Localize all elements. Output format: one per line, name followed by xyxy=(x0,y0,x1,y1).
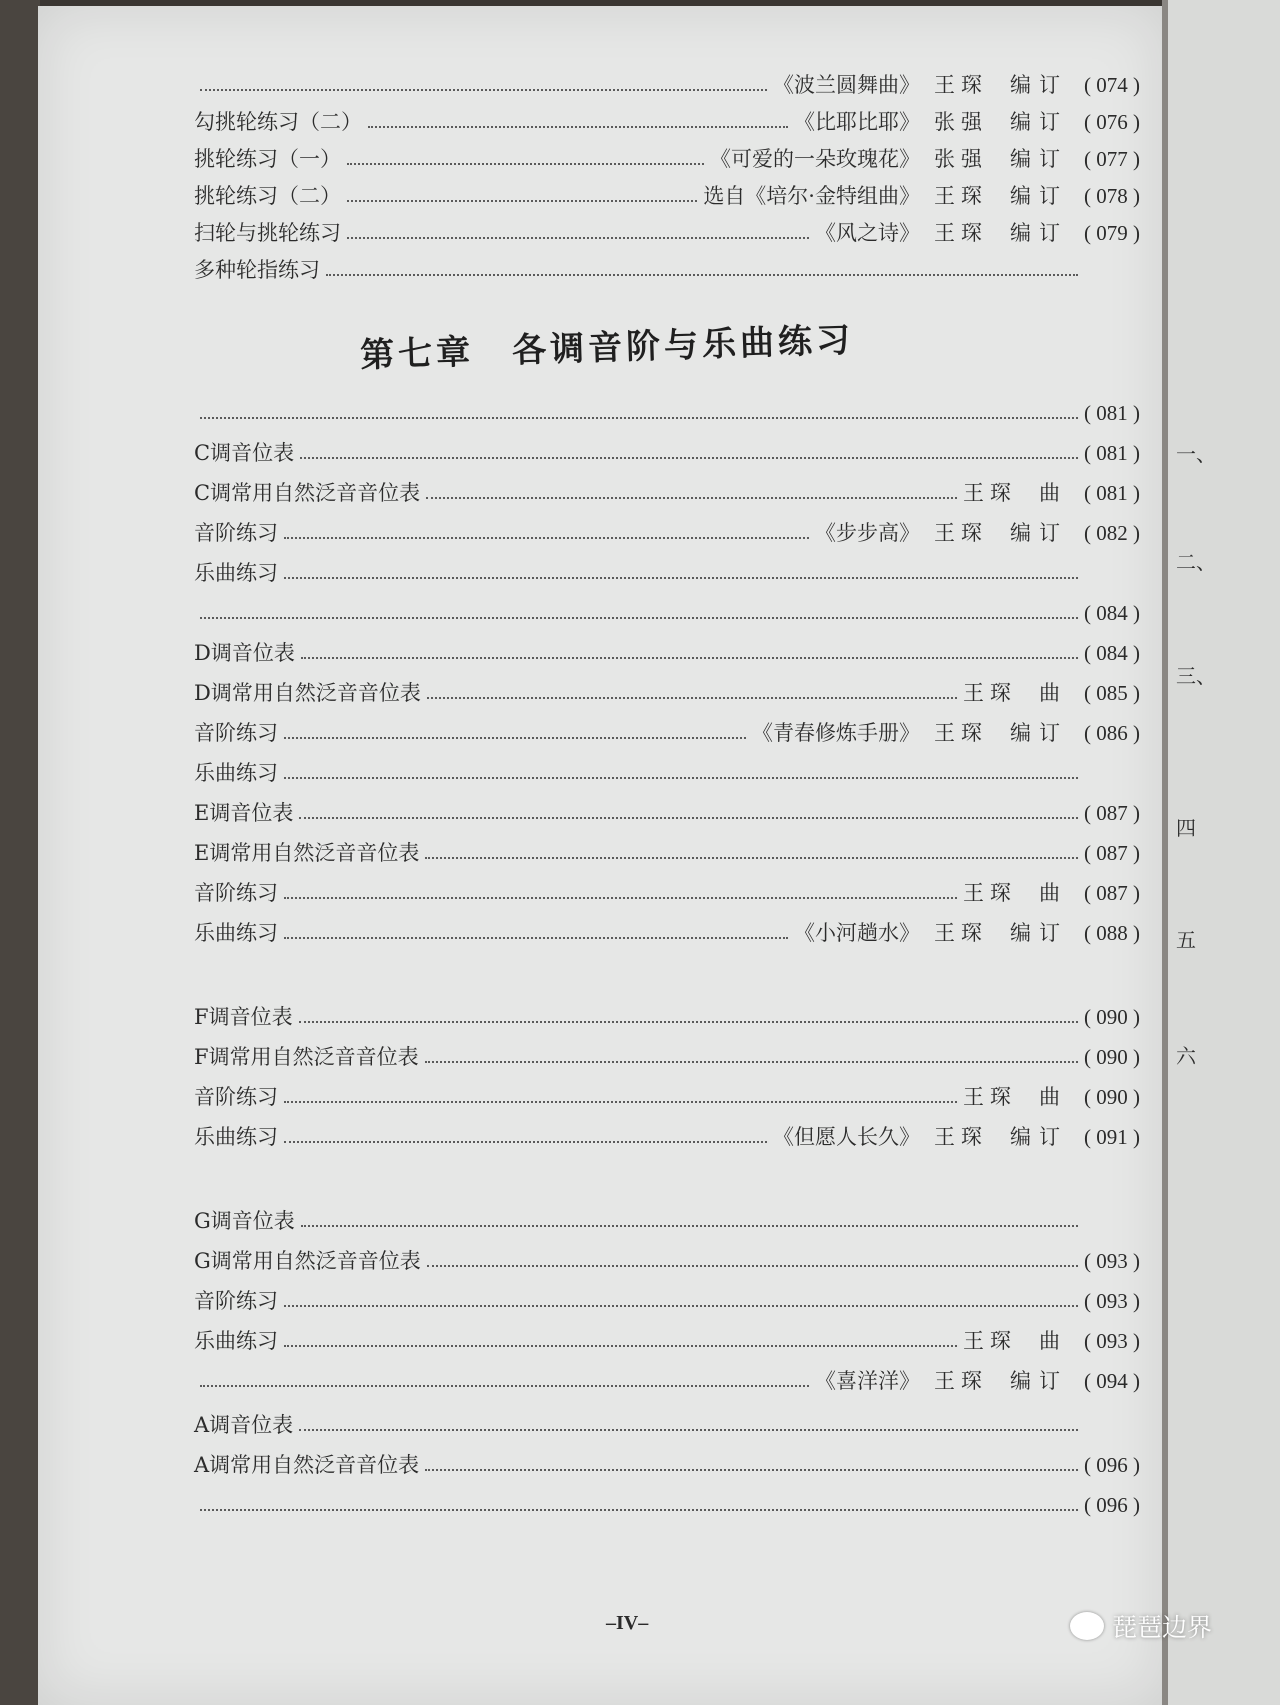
leader-dots xyxy=(427,1265,1078,1267)
toc-entry[interactable] xyxy=(194,384,1164,424)
toc-entry[interactable] xyxy=(194,424,1164,464)
toc-entry-page: ( 091 ) xyxy=(1084,1125,1140,1149)
chapter-title: 第七章 各调音阶与乐曲练习 xyxy=(359,320,855,376)
toc-entry[interactable] xyxy=(194,988,1164,1028)
toc-entry[interactable] xyxy=(194,1028,1164,1068)
toc-entry[interactable] xyxy=(194,504,1164,544)
leader-dots xyxy=(425,857,1078,859)
toc-entry-page: ( 087 ) xyxy=(1084,881,1140,905)
book-left-edge xyxy=(0,0,40,1705)
facing-page-mark: 六 xyxy=(1176,1044,1196,1068)
facing-page-mark: 五 xyxy=(1176,928,1196,952)
toc-entry-title: 多种轮指练习 xyxy=(194,258,320,282)
toc-entry-title: 乐曲练习 xyxy=(194,761,278,785)
leader-dots xyxy=(284,1345,957,1347)
facing-page-mark: 一、 xyxy=(1176,442,1216,466)
toc-entry-role: 编订 xyxy=(1010,110,1068,134)
toc-entry-title: 扫轮与挑轮练习 xyxy=(194,221,341,245)
toc-entry-work: 《风之诗》 xyxy=(815,221,920,245)
toc-entry-title: 乐曲练习 xyxy=(194,1329,278,1353)
toc-entry[interactable] xyxy=(194,1352,1164,1392)
toc-entry-role: 编订 xyxy=(1010,721,1068,745)
toc-entry-page: ( 090 ) xyxy=(1084,1005,1140,1029)
toc-entry-work: 《波兰圆舞曲》 xyxy=(773,73,920,97)
leader-dots xyxy=(299,1429,1078,1431)
toc-entry-role: 曲 xyxy=(1039,881,1068,905)
toc-entry[interactable] xyxy=(194,1192,1164,1232)
toc-entry-author: 张强 xyxy=(934,110,988,134)
leader-dots xyxy=(347,200,697,202)
toc-entry-author: 王琛 xyxy=(934,1125,988,1149)
toc-entry-title: G调常用自然泛音音位表 xyxy=(194,1249,421,1273)
leader-dots xyxy=(425,1061,1078,1063)
watermark-text: 琵琶边界 xyxy=(1112,1613,1213,1642)
toc-entry-role: 编订 xyxy=(1010,1125,1068,1149)
leader-dots xyxy=(200,1385,809,1387)
toc-entry-title: 挑轮练习（一） xyxy=(194,147,341,171)
leader-dots xyxy=(301,1225,1078,1227)
toc-entry-role: 编订 xyxy=(1010,1369,1068,1393)
toc-entry-role: 编订 xyxy=(1010,73,1068,97)
toc-entry-role: 编订 xyxy=(1010,184,1068,208)
toc-entry-title: 乐曲练习 xyxy=(194,1125,278,1149)
toc-entry[interactable] xyxy=(194,464,1164,504)
leader-dots xyxy=(347,237,809,239)
toc-entry-page: ( 088 ) xyxy=(1084,921,1140,945)
toc-entry-page: ( 076 ) xyxy=(1084,110,1140,134)
toc-entry[interactable] xyxy=(194,664,1164,704)
toc-entry[interactable] xyxy=(194,904,1164,944)
toc-entry-title: D调音位表 xyxy=(194,641,295,665)
toc-entry-author: 王琛 xyxy=(934,521,988,545)
toc-entry-page: ( 093 ) xyxy=(1084,1249,1140,1273)
leader-dots xyxy=(200,89,767,91)
toc-entry[interactable] xyxy=(194,824,1164,864)
toc-entry-work: 《比耶比耶》 xyxy=(794,110,920,134)
toc-entry-page: ( 081 ) xyxy=(1084,401,1140,425)
toc-entry-author: 王琛 xyxy=(963,681,1017,705)
toc-entry-work: 选自《培尔·金特组曲》 xyxy=(703,184,920,208)
facing-page-mark: 二、 xyxy=(1176,550,1216,574)
leader-dots xyxy=(200,417,1078,419)
toc-entry-title: E调常用自然泛音音位表 xyxy=(194,841,420,865)
toc-entry-role: 编订 xyxy=(1010,521,1068,545)
leader-dots xyxy=(368,126,788,128)
toc-entry-author: 王琛 xyxy=(963,1085,1017,1109)
toc-entry[interactable] xyxy=(194,784,1164,824)
toc-entry[interactable] xyxy=(194,1272,1164,1312)
toc-entry-work: 《可爱的一朵玫瑰花》 xyxy=(710,147,920,171)
leader-dots xyxy=(200,1509,1078,1511)
toc-entry-page: ( 081 ) xyxy=(1084,481,1140,505)
toc-entry-author: 王琛 xyxy=(963,1329,1017,1353)
toc-entry[interactable] xyxy=(194,584,1164,624)
toc-entry[interactable] xyxy=(194,744,1164,784)
toc-entry-page: ( 081 ) xyxy=(1084,441,1140,465)
toc-entry[interactable] xyxy=(194,1232,1164,1272)
toc-entry-title: 乐曲练习 xyxy=(194,921,278,945)
facing-page xyxy=(1168,0,1280,1705)
toc-entry-page: ( 090 ) xyxy=(1084,1085,1140,1109)
toc-entry-author: 王琛 xyxy=(963,881,1017,905)
toc-entry-page: ( 094 ) xyxy=(1084,1369,1140,1393)
toc-entry-role: 曲 xyxy=(1039,681,1068,705)
leader-dots xyxy=(200,617,1078,619)
toc-entry-author: 王琛 xyxy=(934,73,988,97)
leader-dots xyxy=(284,1141,767,1143)
toc-entry-page: ( 077 ) xyxy=(1084,147,1140,171)
toc-entry[interactable] xyxy=(194,56,1164,96)
toc-entry-page: ( 087 ) xyxy=(1084,801,1140,825)
toc-entry[interactable] xyxy=(194,93,1164,133)
toc-entry-page: ( 079 ) xyxy=(1084,221,1140,245)
toc-entry-author: 王琛 xyxy=(934,1369,988,1393)
toc-entry-page: ( 086 ) xyxy=(1084,721,1140,745)
toc-entry-title: C调常用自然泛音音位表 xyxy=(194,481,421,505)
leader-dots xyxy=(347,163,704,165)
toc-entry-work: 《小河趟水》 xyxy=(794,921,920,945)
toc-entry-title: 乐曲练习 xyxy=(194,561,278,585)
toc-entry-work: 《但愿人长久》 xyxy=(773,1125,920,1149)
toc-entry-page: ( 082 ) xyxy=(1084,521,1140,545)
toc-entry-role: 曲 xyxy=(1039,1085,1068,1109)
toc-entry[interactable] xyxy=(194,167,1164,207)
toc-entry-page: ( 084 ) xyxy=(1084,641,1140,665)
toc-entry-title: F调音位表 xyxy=(194,1005,293,1029)
leader-dots xyxy=(284,937,788,939)
watermark xyxy=(1070,1608,1212,1644)
toc-entry-page: ( 074 ) xyxy=(1084,73,1140,97)
toc-entry[interactable] xyxy=(194,1068,1164,1108)
leader-dots xyxy=(300,457,1078,459)
toc-entry-title: 音阶练习 xyxy=(194,1085,278,1109)
leader-dots xyxy=(284,737,746,739)
toc-entry-title: 音阶练习 xyxy=(194,1289,278,1313)
leader-dots xyxy=(284,777,1078,779)
toc-entry[interactable] xyxy=(194,204,1164,244)
toc-entry[interactable] xyxy=(194,624,1164,664)
toc-entry[interactable] xyxy=(194,241,1164,281)
toc-entry-title: 勾挑轮练习（二） xyxy=(194,110,362,134)
facing-page-mark: 四 xyxy=(1176,816,1196,840)
toc-entry[interactable] xyxy=(194,1396,1164,1436)
toc-entry-page: ( 096 ) xyxy=(1084,1493,1140,1517)
toc-entry-work: 《喜洋洋》 xyxy=(815,1369,920,1393)
toc-entry-author: 王琛 xyxy=(934,221,988,245)
leader-dots xyxy=(284,1305,1078,1307)
toc-entry-author: 王琛 xyxy=(963,481,1017,505)
leader-dots xyxy=(427,697,957,699)
toc-entry-work: 《青春修炼手册》 xyxy=(752,721,920,745)
toc-entry-role: 编订 xyxy=(1010,921,1068,945)
toc-entry-role: 编订 xyxy=(1010,221,1068,245)
toc-entry[interactable] xyxy=(194,1476,1164,1516)
toc-entry-role: 曲 xyxy=(1039,481,1068,505)
toc-entry[interactable] xyxy=(194,704,1164,744)
toc-entry-page: ( 093 ) xyxy=(1084,1289,1140,1313)
toc-entry-author: 张强 xyxy=(934,147,988,171)
leader-dots xyxy=(301,657,1078,659)
page-number-footer: –IV– xyxy=(606,1612,649,1634)
leader-dots xyxy=(284,577,1078,579)
toc-entry-work: 《步步高》 xyxy=(815,521,920,545)
leader-dots xyxy=(299,817,1078,819)
leader-dots xyxy=(284,1101,957,1103)
leader-dots xyxy=(299,1021,1078,1023)
toc-entry-author: 王琛 xyxy=(934,721,988,745)
toc-entry-page: ( 096 ) xyxy=(1084,1453,1140,1477)
leader-dots xyxy=(425,1469,1078,1471)
wechat-icon xyxy=(1070,1612,1104,1640)
toc-entry-role: 编订 xyxy=(1010,147,1068,171)
toc-entry-title: 音阶练习 xyxy=(194,521,278,545)
toc-entry-title: A调音位表 xyxy=(194,1413,294,1437)
toc-entry-page: ( 090 ) xyxy=(1084,1045,1140,1069)
toc-entry-page: ( 084 ) xyxy=(1084,601,1140,625)
toc-entry-title: G调音位表 xyxy=(194,1209,295,1233)
leader-dots xyxy=(284,897,957,899)
toc-entry-title: A调常用自然泛音音位表 xyxy=(194,1453,420,1477)
toc-entry[interactable] xyxy=(194,1312,1164,1352)
toc-entry-title: F调常用自然泛音音位表 xyxy=(194,1045,419,1069)
toc-entry-page: ( 078 ) xyxy=(1084,184,1140,208)
leader-dots xyxy=(426,497,957,499)
toc-entry-author: 王琛 xyxy=(934,921,988,945)
toc-entry[interactable] xyxy=(194,1108,1164,1148)
toc-entry-role: 曲 xyxy=(1039,1329,1068,1353)
toc-entry-title: 挑轮练习（二） xyxy=(194,184,341,208)
toc-entry[interactable] xyxy=(194,1436,1164,1476)
leader-dots xyxy=(326,274,1078,276)
toc-entry[interactable] xyxy=(194,130,1164,170)
toc-entry-title: C调音位表 xyxy=(194,441,295,465)
facing-page-mark: 三、 xyxy=(1176,664,1216,688)
toc-entry-page: ( 085 ) xyxy=(1084,681,1140,705)
toc-entry-page: ( 093 ) xyxy=(1084,1329,1140,1353)
leader-dots xyxy=(284,537,809,539)
toc-entry[interactable] xyxy=(194,544,1164,584)
toc-entry-title: 音阶练习 xyxy=(194,881,278,905)
toc-entry-author: 王琛 xyxy=(934,184,988,208)
toc-entry-page: ( 087 ) xyxy=(1084,841,1140,865)
toc-entry-title: E调音位表 xyxy=(194,801,294,825)
toc-entry-title: 音阶练习 xyxy=(194,721,278,745)
toc-entry-title: D调常用自然泛音音位表 xyxy=(194,681,421,705)
toc-entry[interactable] xyxy=(194,864,1164,904)
